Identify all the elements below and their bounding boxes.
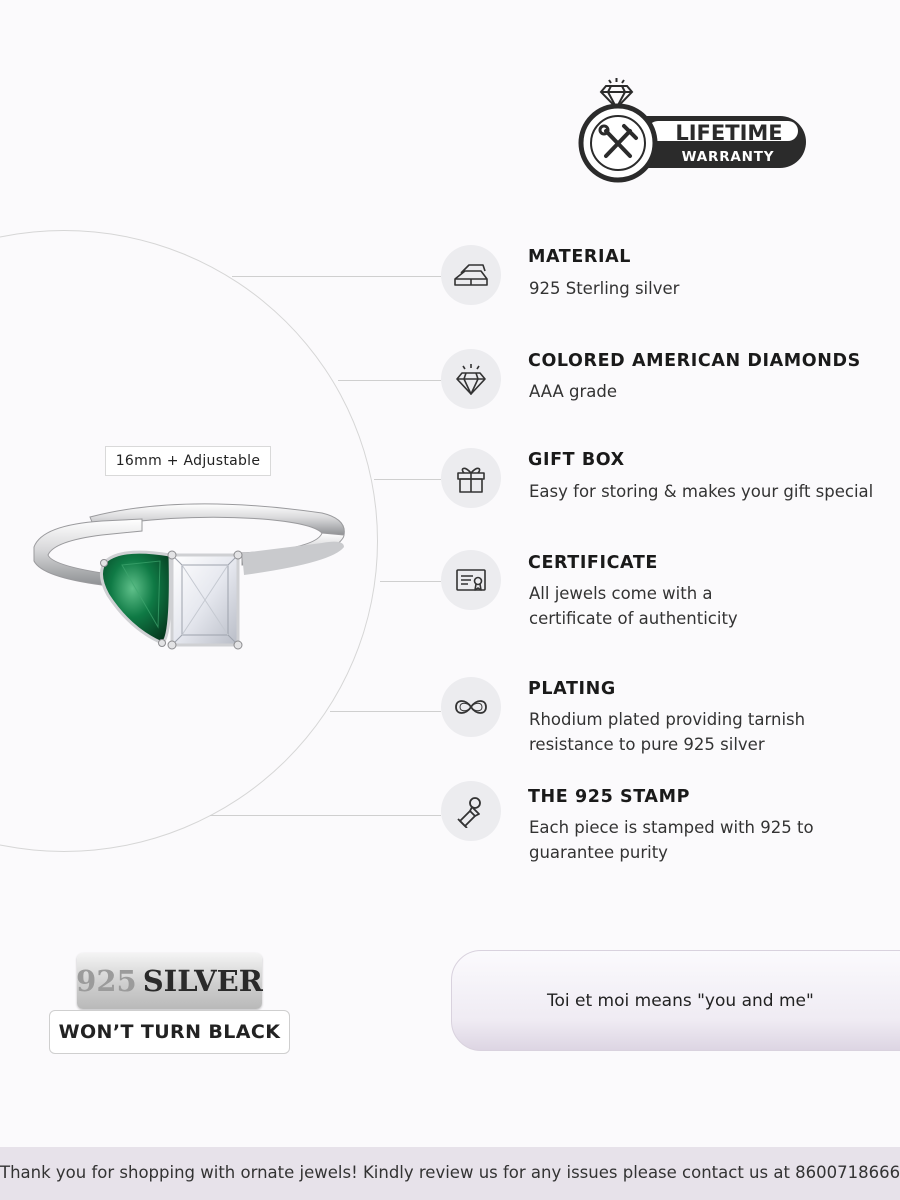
stamp-icon (454, 794, 488, 828)
warranty-diamond-icon (601, 78, 632, 108)
connector-line (330, 711, 441, 712)
ring-product-image (22, 495, 352, 655)
feature-title-plating: PLATING (528, 679, 616, 699)
diamond-icon (454, 362, 488, 396)
feature-desc-plating: Rhodium plated providing tarnish resistance to pure 925 silver (529, 710, 806, 754)
connector-line (338, 380, 441, 381)
feature-desc-certificate: All jewels come with a certificate of authenticity (529, 584, 738, 628)
certificate-icon (454, 563, 488, 597)
plating-icon-wrapper (441, 677, 501, 737)
warranty-line1: LIFETIME (675, 121, 783, 145)
warranty-badge-graphic (576, 76, 810, 186)
silver-badge-number: 925 (76, 964, 137, 998)
size-label: 16mm + Adjustable (105, 446, 271, 476)
diamonds-icon-wrapper (441, 349, 501, 409)
footer-bar (0, 1147, 900, 1200)
silver-badge-subtitle: WON’T TURN BLACK (49, 1010, 290, 1054)
stamp-icon-wrapper (441, 781, 501, 841)
warranty-line2: WARRANTY (681, 149, 775, 165)
connector-line (374, 479, 441, 480)
feature-desc-material: 925 Sterling silver (529, 279, 680, 298)
connector-line (380, 581, 441, 582)
feature-title-diamonds: COLORED AMERICAN DIAMONDS (528, 351, 861, 371)
silver-badge (77, 953, 262, 1009)
material-icon-wrapper (441, 245, 501, 305)
connector-line (210, 815, 441, 816)
feature-title-certificate: CERTIFICATE (528, 553, 658, 573)
feature-title-material: MATERIAL (528, 247, 631, 267)
feature-desc-stamp: Each piece is stamped with 925 to guarantee purity (529, 818, 814, 862)
gift-box-icon (454, 461, 488, 495)
silver-bars-icon (451, 259, 491, 291)
lifetime-warranty-badge (576, 76, 810, 186)
giftbox-icon-wrapper (441, 448, 501, 508)
silver-badge-word: SILVER (142, 964, 263, 998)
feature-desc-giftbox: Easy for storing & makes your gift special (529, 482, 874, 501)
infinity-icon (452, 695, 490, 719)
meaning-text: Toi et moi means "you and me" (547, 990, 814, 1011)
feature-title-giftbox: GIFT BOX (528, 450, 625, 470)
footer-text: Thank you for shopping with ornate jewels! Kindly review us for any issues please contact us at 8600718666 (0, 1163, 900, 1182)
feature-title-stamp: THE 925 STAMP (528, 787, 691, 807)
feature-desc-diamonds: AAA grade (529, 382, 618, 401)
connector-line (232, 276, 441, 277)
meaning-panel (451, 950, 900, 1051)
certificate-icon-wrapper (441, 550, 501, 610)
